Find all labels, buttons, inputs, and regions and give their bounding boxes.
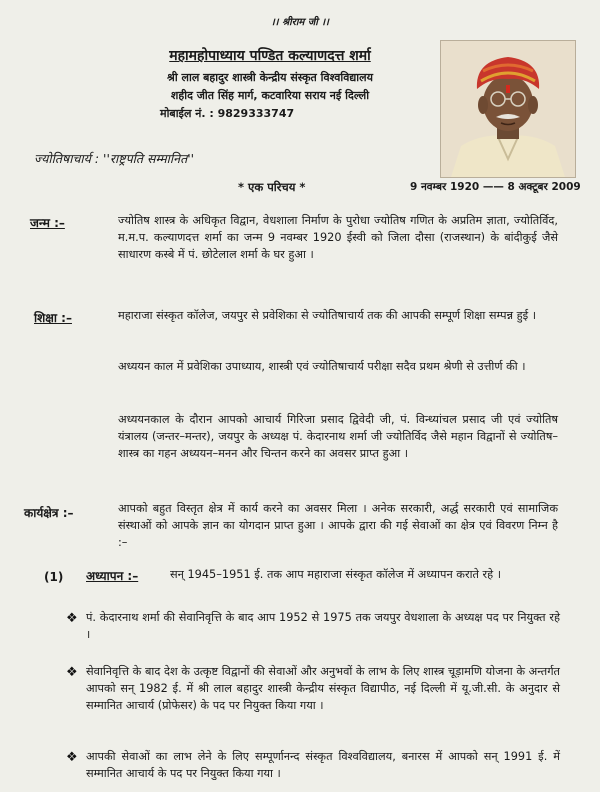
person-name-heading: महामहोपाध्याय पण्डित कल्याणदत्त शर्मा [169,48,371,64]
life-dates: 9 नवम्बर 1920 —— 8 अक्टूबर 2009 [410,181,581,193]
education-paragraph-2: अध्ययन काल में प्रवेशिका उपाध्याय, शास्त्री एवं ज्योतिषाचार्य परीक्षा सदैव प्रथम श्रेणी से उत्तीर्ण की । [118,360,526,373]
teaching-number: (1) [44,570,64,584]
education-paragraph-3: अध्ययनकाल के दौरान आपको आचार्य गिरिजा प्रसाद द्विवेदी जी, पं. विन्ध्यांचल प्रसाद जी एवं ज्योतिष यंत्रालय (जन्तर–मन्तर), जयपुर के अध्यक्ष पं. केदारनाथ शर्मा जी ज्योतिर्विद जैसे महान विद्वानों से ज्योतिष–शास्त्र का गहन अध्ययन–मनन और चिन्तन करने का अवसर प्राप्त हुआ । [118,413,558,461]
birth-paragraph: ज्योतिष शास्त्र के अधिकृत विद्वान, वेधशाला निर्माण के पुरोधा ज्योतिष गणित के अप्रतिम ज्ञाता, ज्योतिर्विद, म.म.प. कल्याणदत्त शर्मा का जन्म 9 नवम्बर 1920 ईस्वी को जिला दौसा (राजस्थान) के बांदीकुई जैसे साधारण कस्बे में पं. छोटेलाल शर्मा के घर हुआ । [118,214,558,262]
work-paragraph: आपको बहुत विस्तृत क्षेत्र में कार्य करने का अवसर मिला । अनेक सरकारी, अर्द्ध सरकारी एवं सामाजिक संस्थाओं को आपके ज्ञान का योगदान प्राप्त हुआ । आपके द्वारा की गई सेवाओं का क्षेत्र एवं विवरण निम्न है :– [118,502,558,550]
portrait-illustration [441,41,575,177]
invocation-line: ।। श्रीराम जी ।। [271,17,329,28]
birth-label-text: जन्म :– [30,216,65,230]
teaching-paragraph: सन् 1945–1951 ई. तक आप महाराजा संस्कृत कॉलेज में अध्यापन कराते रहे । [170,568,502,581]
work-label [24,504,74,521]
diamond-bullet-icon: ❖ [66,750,78,765]
title-award-line: ज्योतिषाचार्य : ''राष्ट्रपति सम्मानित'' [34,151,195,166]
diamond-bullet-icon: ❖ [66,611,78,626]
education-label-text: शिक्षा :– [34,311,72,325]
intro-heading: * एक परिचय * [238,180,306,194]
address-line: शहीद जीत सिंह मार्ग, कटवारिया सराय नई दिल्ली [170,89,370,102]
university-line: श्री लाल बहादुर शास्त्री केन्द्रीय संस्कृत विश्वविद्यालय [167,71,373,84]
bullet-item-2: सेवानिवृत्ति के बाद देश के उत्कृष्ट विद्वानों की सेवाओं और अनुभवों के लाभ के लिए शास्त्र चूड़ामणि योजना के अन्तर्गत आपको सन् 1982 ई. में श्री लाल बहादुर शास्त्री केन्द्रीय संस्कृत विद्यापीठ, नई दिल्ली में यू.जी.सी. के अनुदार से सम्मानित आचार्य (प्रोफेसर) के पद पर नियुक्त किया गया । [86,665,560,713]
mobile-line: मोबाईल नं. : 9829333747 [160,107,295,120]
education-label [34,309,72,326]
diamond-bullet-icon: ❖ [66,665,78,680]
education-paragraph-1: महाराजा संस्कृत कॉलेज, जयपुर से प्रवेशिका से ज्योतिषाचार्य तक की आपकी सम्पूर्ण शिक्षा सम्पन्न हुई । [118,309,537,322]
bullet-item-3: आपकी सेवाओं का लाभ लेने के लिए सम्पूर्णानन्द संस्कृत विश्वविद्यालय, बनारस में आपको सन् 1991 ई. में सम्मानित आचार्य के पद पर नियुक्त किया गया । [86,750,560,781]
bullet-item-1: पं. केदारनाथ शर्मा की सेवानिवृत्ति के बाद आप 1952 से 1975 तक जयपुर वेधशाला के अध्यक्ष पद पर नियुक्त रहे । [86,611,560,642]
portrait-photo [440,40,576,178]
work-label-text: कार्यक्षेत्र :– [24,506,74,520]
birth-label [30,214,65,231]
teaching-label-text: अध्यापन :– [86,569,139,583]
